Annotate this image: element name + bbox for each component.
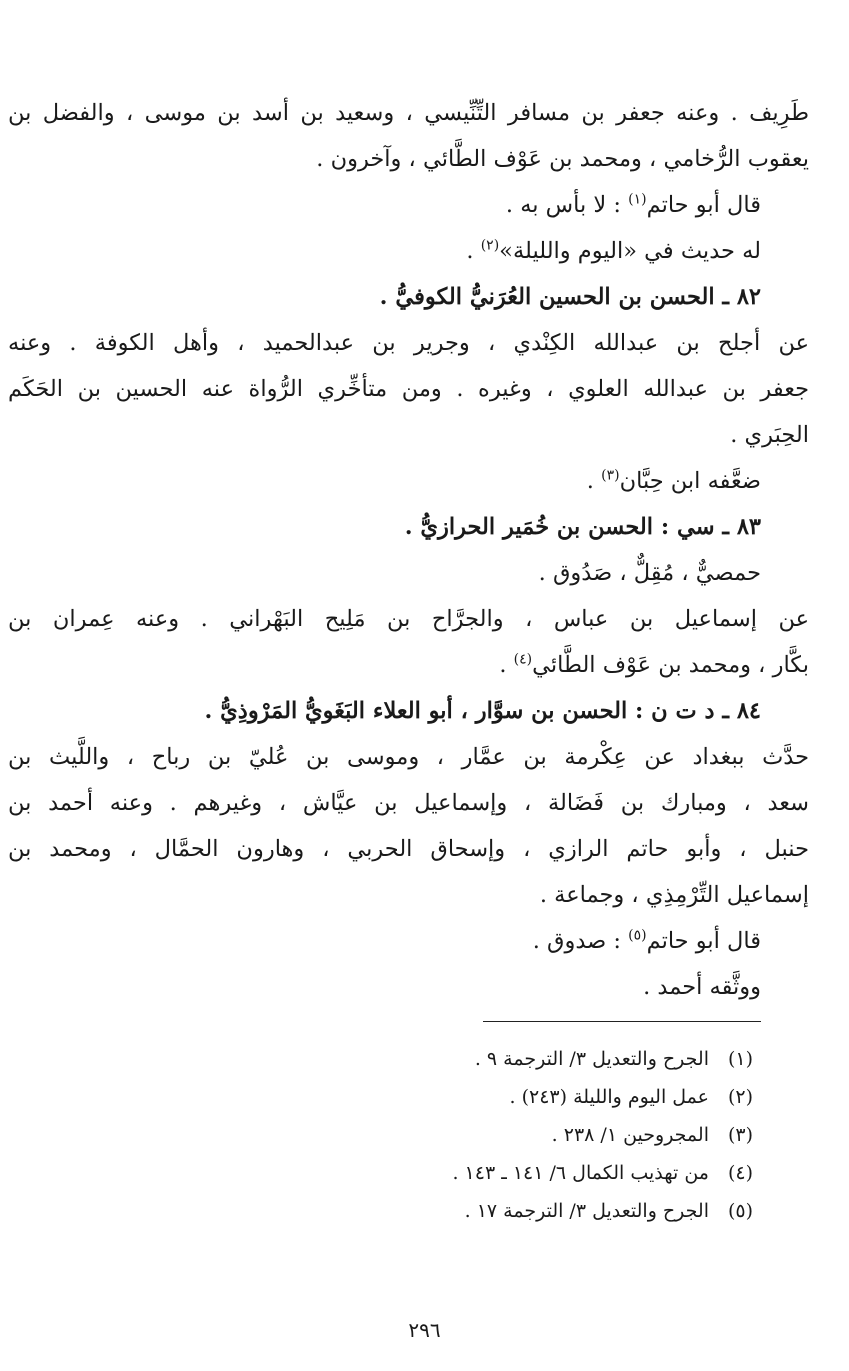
footnote-number: (٢) [727,1086,753,1108]
footnote-reference: (٣) [601,467,620,484]
text-line [8,136,809,182]
line-text-continued: . [466,238,481,264]
line-text: حمصيٌّ ، مُقِلٌّ ، صَدُوق . [538,560,761,586]
line-text: قال أبو حاتم [646,928,761,954]
text-line [8,872,809,918]
line-text: سعد ، ومبارك بن فَضَالة ، وإسماعيل بن عيَّاش ، وغيرهم . وعنه أحمد بن [8,790,809,816]
text-line [8,780,809,826]
line-text: حدَّث ببغداد عن عِكْرمة بن عمَّار ، وموسى بن عُليّ بن رباح ، واللَّيث بن [8,744,809,770]
entry-heading [8,274,809,320]
footnotes [60,1040,753,1230]
line-text: جعفر بن عبدالله العلوي ، وغيره . ومن متأخِّري الرُّواة عنه الحسين بن الحَكَم [8,376,809,402]
footnote [60,1078,753,1116]
footnote-reference: (٢) [480,237,500,254]
text-line [8,550,809,596]
footnote-number: (٥) [727,1200,753,1222]
text-line [8,182,809,228]
line-text: بكَّار ، ومحمد بن عَوْف الطَّائي [532,652,809,678]
text-line [8,366,809,412]
entry-heading [8,688,809,734]
footnote-reference: (٥) [628,927,647,944]
footnote-text: الجرح والتعديل ٣/ الترجمة ١٧ . [464,1200,709,1222]
footnote-number: (٤) [727,1162,753,1184]
text-line [8,228,809,274]
footnote-number: (١) [727,1048,753,1070]
line-text: ٨٣ ـ سي : الحسن بن خُمَير الحرازيُّ . [404,514,761,540]
line-text-continued: : لا بأس به . [505,192,629,218]
line-text: له حديث في «اليوم والليلة» [499,238,761,264]
text-line [8,918,809,964]
line-text: إسماعيل التِّرْمِذِي ، وجماعة . [539,882,809,908]
line-text: ٨٤ ـ د ت ن : الحسن بن سوَّار ، أبو العلاء البَغَويُّ المَرْوذِيُّ . [204,698,761,724]
text-line [8,826,809,872]
footnote [60,1154,753,1192]
text-line [8,320,809,366]
line-text-continued: . [586,468,602,494]
entry-heading [8,504,809,550]
line-text: عن أجلح بن عبدالله الكِنْدي ، وجرير بن عبدالحميد ، وأهل الكوفة . وعنه [8,330,809,356]
footnote-text: الجرح والتعديل ٣/ الترجمة ٩ . [474,1048,709,1070]
footnote-text: من تهذيب الكمال ٦/ ١٤١ ـ ١٤٣ . [452,1162,709,1184]
line-text: ووثَّقه أحمد . [643,974,761,1000]
text-line [8,458,809,504]
text-line [8,596,809,642]
footnote-reference: (١) [628,191,647,208]
text-line [8,90,809,136]
text-line [8,964,809,1010]
line-text: قال أبو حاتم [646,192,761,218]
footnote-reference: (٤) [513,651,533,668]
text-line [8,734,809,780]
footnote-number: (٣) [727,1124,753,1146]
line-text-continued: : صدوق . [532,928,629,954]
line-text-continued: . [499,652,514,678]
footnote-text: المجروحين ١/ ٢٣٨ . [551,1124,709,1146]
footnote-separator [483,1021,761,1022]
footnote [60,1192,753,1230]
text-line [8,412,809,458]
line-text: يعقوب الرُّخامي ، ومحمد بن عَوْف الطَّائي ، وآخرون . [316,146,809,172]
line-text: عن إسماعيل بن عباس ، والجرَّاح بن مَلِيح البَهْراني . وعنه عِمران بن [8,606,809,632]
line-text: الحِبَري . [730,422,809,448]
line-text: ضعَّفه ابن حِبَّان [619,468,761,494]
footnote [60,1116,753,1154]
line-text: ٨٢ ـ الحسن بن الحسين العُرَنيُّ الكوفيُّ . [379,284,761,310]
page-number: ٢٩٦ [408,1318,441,1342]
footnote-text: عمل اليوم والليلة (٢٤٣) . [509,1086,709,1108]
line-text: طَرِيف . وعنه جعفر بن مسافر التِّنِّيسي ، وسعيد بن أسد بن موسى ، والفضل بن [8,100,809,126]
main-text [8,90,809,1010]
text-line [8,642,809,688]
line-text: حنبل ، وأبو حاتم الرازي ، وإسحاق الحربي ، وهارون الحمَّال ، ومحمد بن [8,836,809,862]
footnote [60,1040,753,1078]
